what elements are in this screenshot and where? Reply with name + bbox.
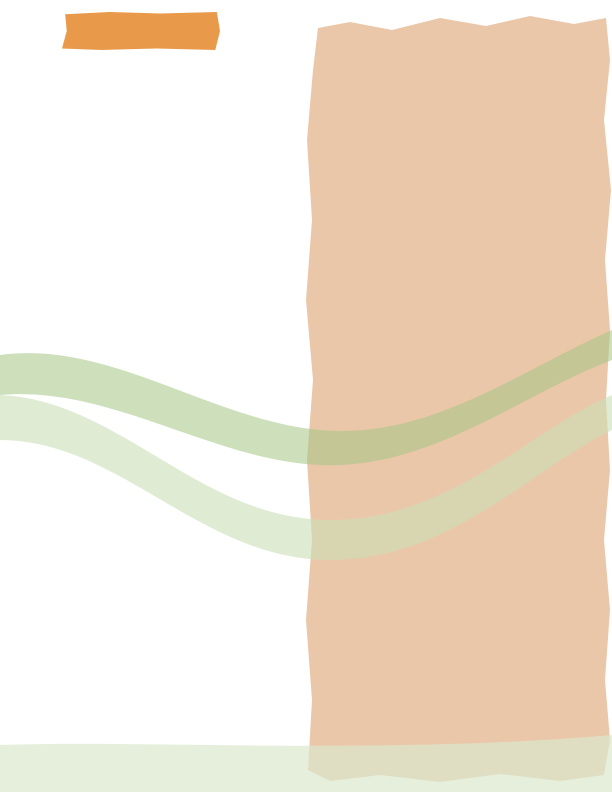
specials-title-banner [62,12,220,50]
torn-paper-panel [306,16,611,782]
green-swoosh-bottom [0,735,612,792]
